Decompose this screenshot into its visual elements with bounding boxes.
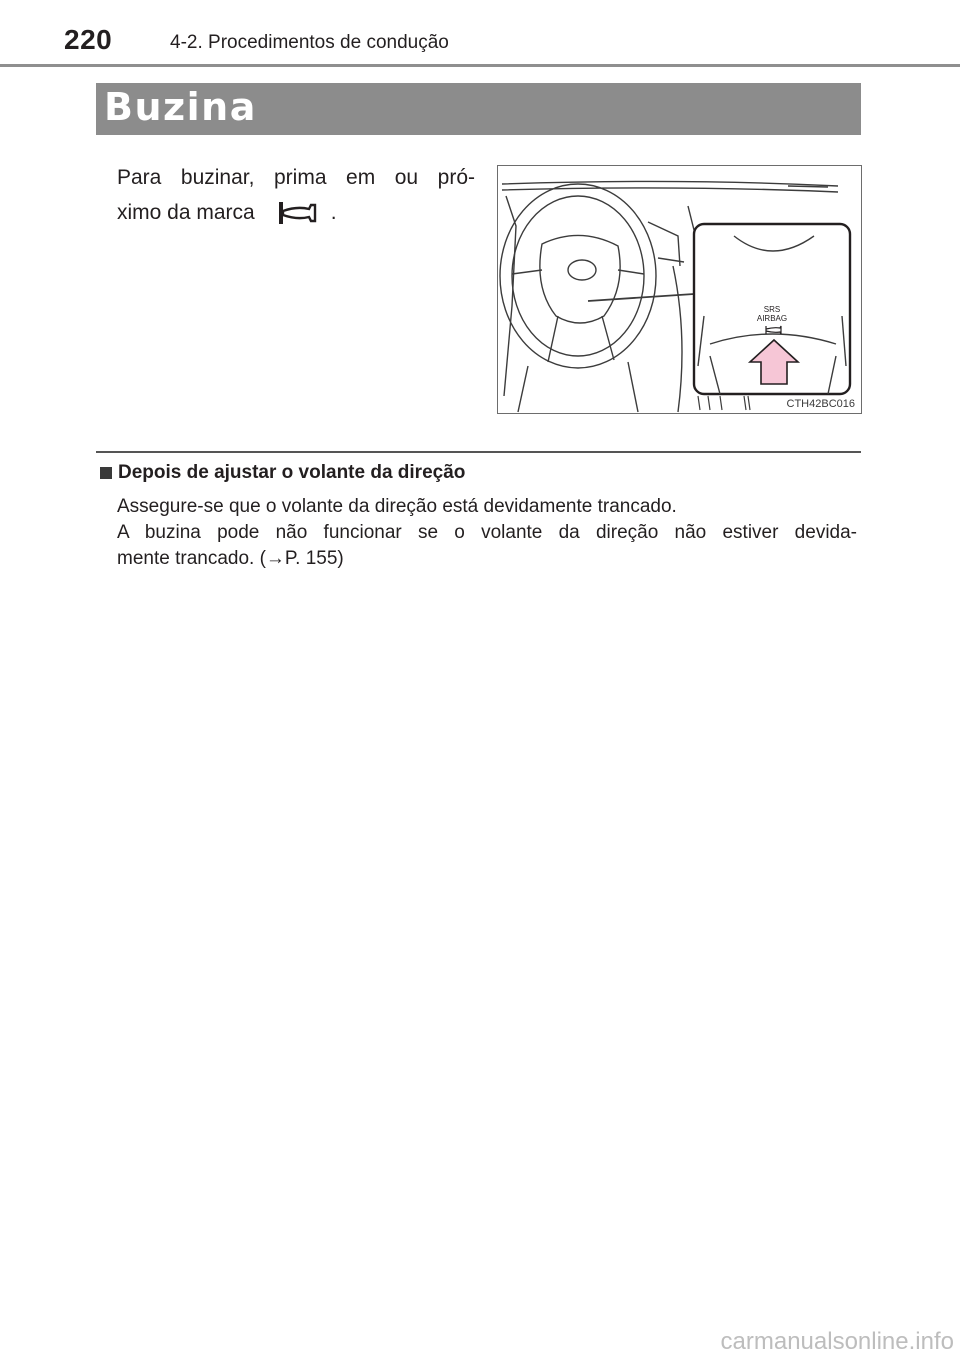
intro-line-1 [117, 160, 475, 195]
horn-icon [273, 198, 321, 228]
section-title-band [96, 83, 861, 135]
airbag-label: AIRBAG [756, 314, 788, 323]
arrow-right-icon: → [265, 548, 285, 569]
srs-label: SRS [763, 305, 781, 314]
header-divider [0, 64, 960, 67]
intro-paragraph [117, 160, 475, 230]
intro-word: em [346, 166, 376, 189]
note-body [117, 494, 857, 572]
intro-line-2 [117, 195, 475, 230]
intro-word: pró- [437, 166, 475, 189]
note-title: Depois de ajustar o volante da direção [118, 462, 466, 483]
section-title: Buzina [104, 85, 257, 129]
note-text: mente trancado. ( [117, 548, 266, 569]
steering-wheel-figure [497, 165, 862, 414]
note-line: A buzina pode não funcionar se o volante da direção não estiver devida- [117, 522, 857, 543]
note-heading [100, 460, 857, 486]
intro-text: . [330, 201, 337, 224]
square-bullet-icon [100, 467, 112, 479]
page-reference-link[interactable]: P. 155) [284, 548, 344, 569]
intro-word: buzinar, [180, 166, 255, 189]
intro-word: ou [394, 166, 419, 189]
figure-code: CTH42BC016 [786, 398, 855, 410]
intro-text: ximo da marca [117, 201, 255, 224]
intro-word: prima [273, 166, 327, 189]
note-line: Assegure-se que o volante da direção está devidamente trancado. [117, 496, 677, 517]
note-block [100, 460, 857, 572]
steering-wheel-illustration [498, 166, 861, 413]
note-line [117, 546, 857, 572]
intro-word: Para [117, 166, 162, 189]
breadcrumb: 4-2. Procedimentos de condução [170, 32, 449, 53]
page-header [0, 0, 960, 70]
page-number: 220 [64, 24, 113, 55]
section-divider [96, 451, 861, 453]
watermark: carmanualsonline.info [720, 1328, 954, 1355]
